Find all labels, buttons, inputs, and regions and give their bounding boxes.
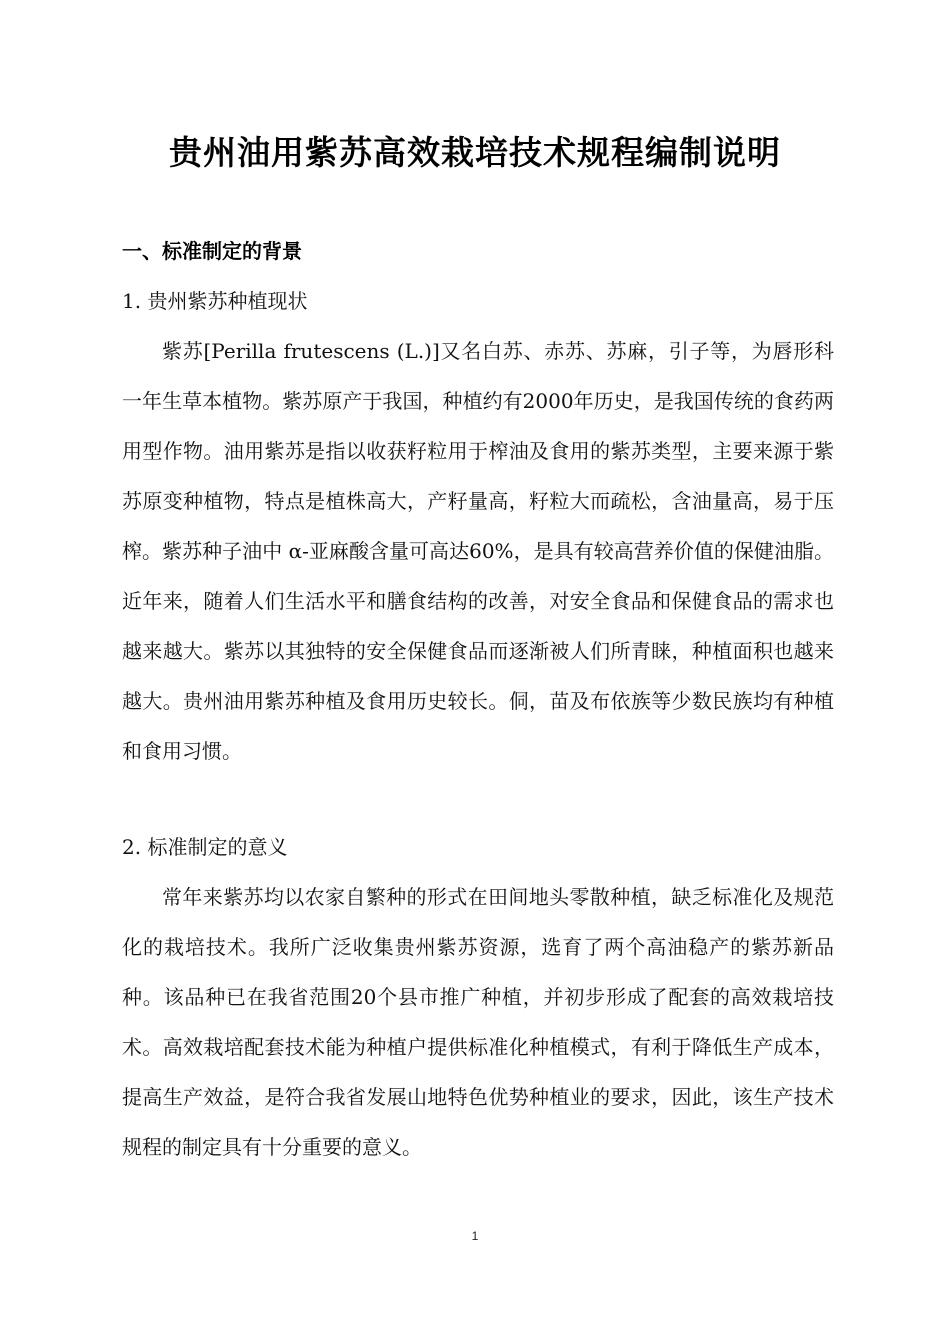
subsection-heading-2: 2. 标准制定的意义 (122, 835, 288, 859)
page-number: 1 (471, 1229, 479, 1243)
paragraph-planting-status: 紫苏[Perilla frutescens (L.)]又名白苏、赤苏、苏麻，引子等，为唇形科一年生草本植物。紫苏原产于我国，种植约有2000年历史，是我国传统的食药两用型作物。油用紫苏是指以收获籽粒用于榨油及食用的紫苏类型，主要来源于紫苏原变种植物，特点是植株高大，产籽量高，籽粒大而疏松，含油量高，易于压榨。紫苏种子油中 α-亚麻酸含量可高达60%，是具有较高营养价值的保健油脂。近年来，随着人们生活水平和膳食结构的改善，对安全食品和保健食品的需求也越来越大。紫苏以其独特的安全保健食品而逐渐被人们所青睐，种植面积也越来越大。贵州油用紫苏种植及食用历史较长。侗，苗及布依族等少数民族均有种植和食用习惯。 (122, 339, 834, 763)
subsection-heading-1: 1. 贵州紫苏种植现状 (122, 289, 308, 313)
paragraph-significance: 常年来紫苏均以农家自繁种的形式在田间地头零散种植，缺乏标准化及规范化的栽培技术。我所广泛收集贵州紫苏资源，选育了两个高油稳产的紫苏新品种。该品种已在我省范围20个县市推广种植，并初步形成了配套的高效栽培技术。高效栽培配套技术能为种植户提供标准化种植模式，有利于降低生产成本，提高生产效益，是符合我省发展山地特色优势种植业的要求，因此，该生产技术规程的制定具有十分重要的意义。 (122, 885, 834, 1159)
section-heading: 一、标准制定的背景 (122, 239, 302, 263)
document-title: 贵州油用紫苏高效栽培技术规程编制说明 (169, 133, 781, 172)
